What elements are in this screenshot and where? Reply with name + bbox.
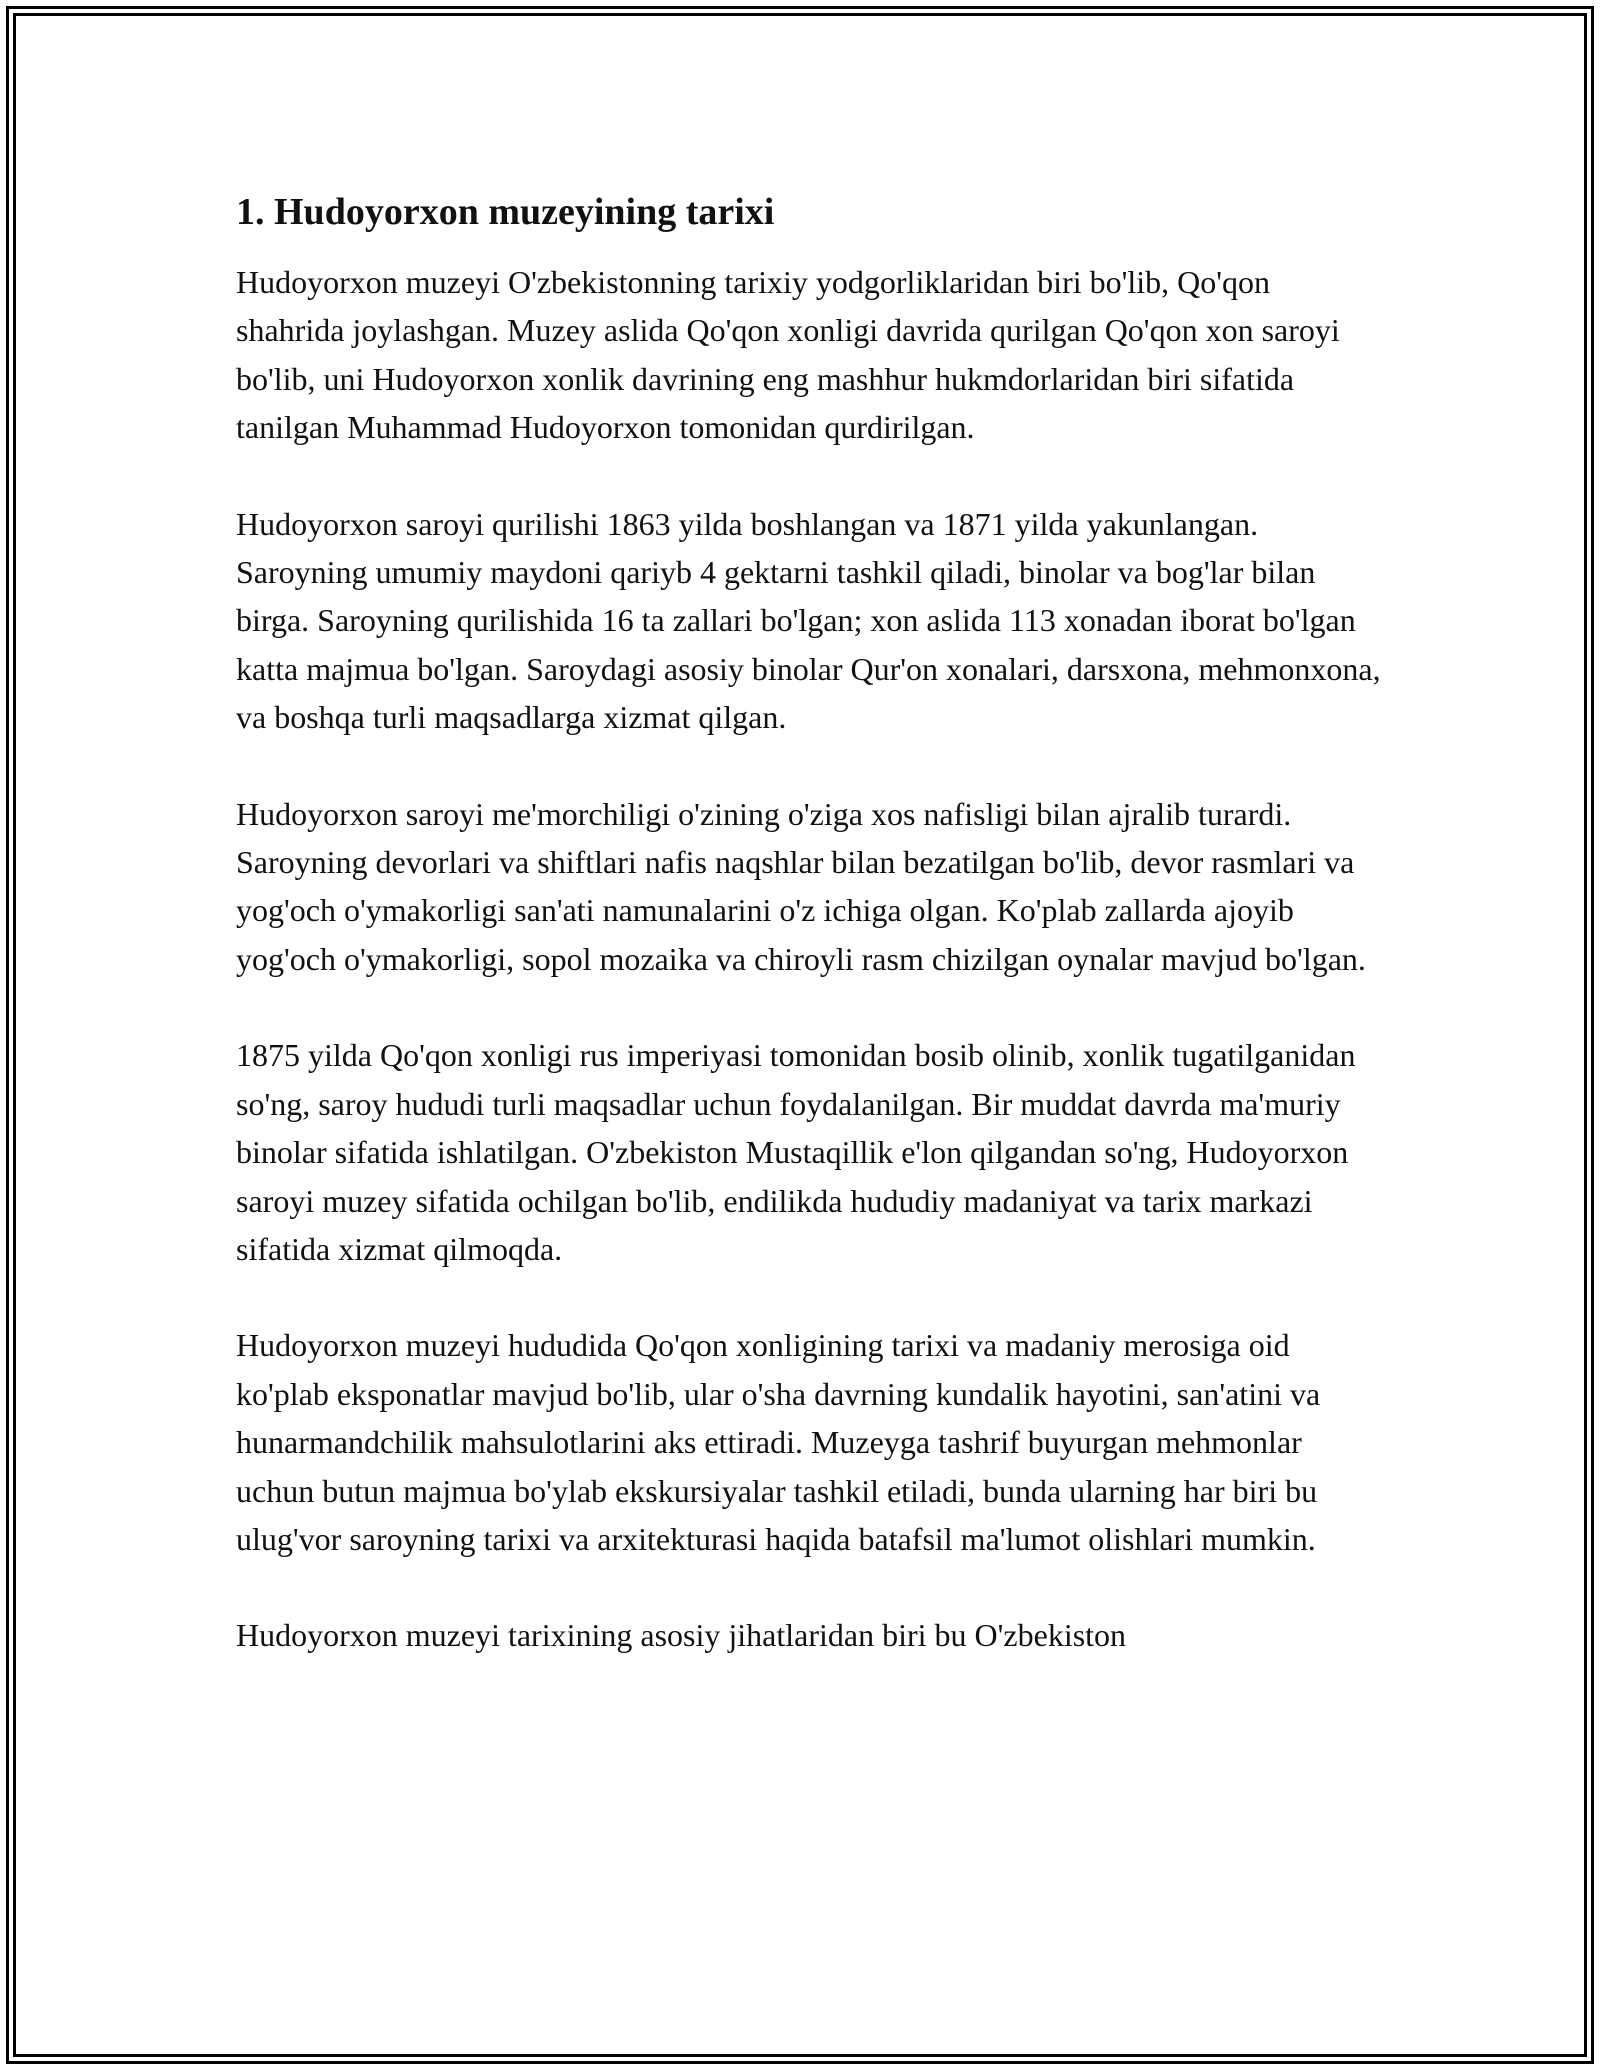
paragraph-2: Hudoyorxon saroyi qurilishi 1863 yilda boshlangan va 1871 yilda yakunlangan. Saroyning umumiy maydoni qariyb 4 gektarni tashkil qiladi, binolar va bog'lar bilan birga. Saroyning qurilishida 16 ta zallari bo'lgan; xon aslida 113 xonadan iborat bo'lgan katta majmua bo'lgan. Saroydagi asosiy binolar Qur'on xonalari, darsxona, mehmonxona, va boshqa turli maqsadlarga xizmat qilgan. (236, 505, 1381, 736)
paragraph-5: Hudoyorxon muzeyi hududida Qo'qon xonligining tarixi va madaniy merosiga oid ko'plab eksponatlar mavjud bo'lib, ular o'sha davrning kundalik hayotini, san'atini va hunarmandchilik mahsulotlarini aks ettiradi. Muzeyga tashrif buyurgan mehmonlar uchun butun majmua bo'ylab ekskursiyalar tashkil etiladi, bunda ularning har biri bu ulug'vor saroyning tarixi va arxitekturasi haqida batafsil ma'lumot olishlari mumkin. (236, 1327, 1321, 1557)
paragraph-3: Hudoyorxon saroyi me'morchiligi o'zining o'ziga xos nafisligi bilan ajralib turardi. Saroyning devorlari va shiftlari nafis naqshlar bilan bezatilgan bo'lib, devor rasmlari va yog'och o'ymakorligi san'ati namunalarini o'z ichiga olgan. Ko'plab zallarda ajoyib yog'och o'ymakorligi, sopol mozaika va chiroyli rasm chizilgan oynalar mavjud bo'lgan. (236, 795, 1366, 977)
paragraph-1: Hudoyorxon muzeyi O'zbekistonning tarixiy yodgorliklaridan biri bo'lib, Qo'qon shahrida joylashgan. Muzey aslida Qo'qon xonligi davrida qurilgan Qo'qon xon saroyi bo'lib, uni Hudoyorxon xonlik davrining eng mashhur hukmdorlaridan biri sifatida tanilgan Muhammad Hudoyorxon tomonidan qurdirilgan. (236, 264, 1340, 446)
paragraph-6: Hudoyorxon muzeyi tarixining asosiy jihatlaridan biri bu O'zbekiston (236, 1617, 1127, 1654)
paragraph-4: 1875 yilda Qo'qon xonligi rus imperiyasi tomonidan bosib olinib, xonlik tugatilganidan so'ng, saroy hududi turli maqsadlar uchun foydalanilgan. Bir muddat davrda ma'muriy binolar sifatida ishlatilgan. O'zbekiston Mustaqillik e'lon qilgandan so'ng, Hudoyorxon saroyi muzey sifatida ochilgan bo'lib, endilikda hududiy madaniyat va tarix markazi sifatida xizmat qilmoqda. (236, 1037, 1356, 1267)
document-body (236, 188, 1386, 1708)
section-heading: 1. Hudoyorxon muzeyining tarixi (236, 191, 775, 233)
